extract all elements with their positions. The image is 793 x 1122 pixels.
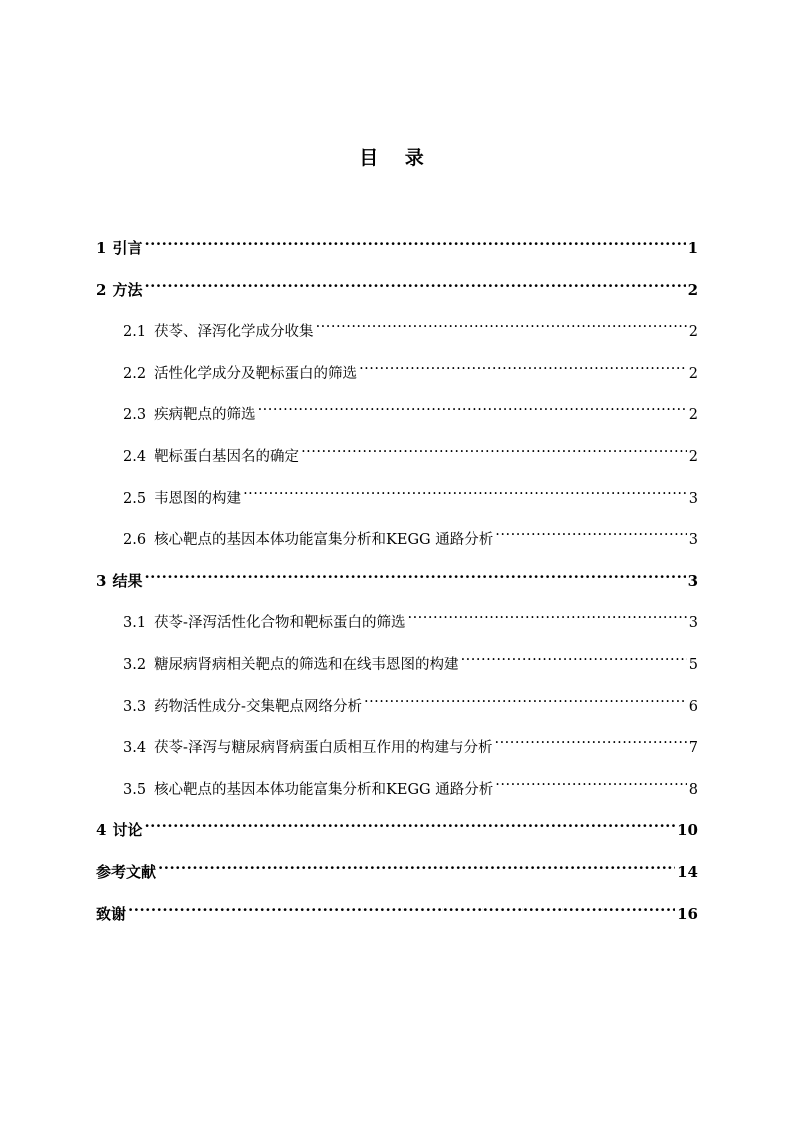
toc-entry-page: 7 [688,740,698,757]
toc-entry-page: 16 [677,904,698,923]
toc-entry-3-5[interactable] [96,769,698,798]
toc-entry-text: 靶标蛋白基因名的确定 [154,448,300,465]
toc-entry-text: 韦恩图的构建 [154,490,242,507]
toc-dot-leader [144,228,685,253]
toc-entry-text: 参考文献 [96,862,157,881]
toc-dot-leader [144,270,685,295]
toc-entry-page: 10 [677,821,698,840]
toc-dot-leader [128,894,675,919]
toc-entry-3-2[interactable] [96,644,698,673]
toc-entry-text: 方法 [112,280,143,299]
toc-entry-2-4[interactable] [96,436,698,465]
toc-entry-2-2[interactable] [96,353,698,382]
toc-entry-text: 结果 [112,571,143,590]
toc-entry-text: 核心靶点的基因本体功能富集分析和KEGG 通路分析 [154,781,494,798]
toc-entry-results[interactable] [96,561,698,590]
toc-entry-text: 引言 [112,239,143,257]
toc-entry-text: 茯苓-泽泻活性化合物和靶标蛋白的筛选 [154,615,406,632]
toc-entry-page: 6 [688,698,698,715]
toc-entry-3-3[interactable] [96,686,698,715]
toc-entry-number: 2.4 [123,448,147,465]
toc-entry-text: 茯苓-泽泻与糖尿病肾病蛋白质相互作用的构建与分析 [154,740,493,757]
toc-entry-methods[interactable] [96,270,698,299]
toc-entry-3-4[interactable] [96,727,698,757]
toc-entry-intro[interactable] [96,228,698,257]
toc-entry-number: 3.1 [123,615,147,632]
toc-entry-number: 2.6 [123,532,147,549]
toc-entry-number: 3.3 [123,698,147,715]
toc-entry-text: 致谢 [96,904,127,923]
toc-entry-references[interactable] [96,852,698,881]
toc-dot-leader [407,602,686,627]
toc-entry-page: 3 [687,571,698,590]
toc-dot-leader [494,727,686,752]
toc-dot-leader [316,311,687,336]
toc-entry-text: 核心靶点的基因本体功能富集分析和KEGG 通路分析 [154,532,494,549]
toc-entry-discussion[interactable] [96,810,698,840]
toc-entry-text: 活性化学成分及靶标蛋白的筛选 [154,365,358,382]
toc-entry-number: 3.5 [123,781,147,798]
toc-entry-number: 4 [96,821,107,840]
toc-dot-leader [158,852,675,877]
toc-entry-page: 2 [688,407,698,424]
toc-entry-number: 1 [96,239,107,257]
toc-entry-text: 糖尿病肾病相关靶点的筛选和在线韦恩图的构建 [154,656,459,673]
toc-entry-page: 2 [688,448,698,465]
toc-dot-leader [495,519,687,544]
toc-entry-page: 3 [688,615,698,632]
toc-dot-leader [144,810,675,835]
toc-entry-2-1[interactable] [96,311,698,341]
toc-dot-leader [301,436,687,461]
toc-entry-page: 3 [688,532,698,549]
toc-entry-page: 2 [687,280,698,299]
toc-entry-acknowledgements[interactable] [96,894,698,923]
toc-entry-page: 8 [688,781,698,798]
toc-entry-number: 2.1 [123,324,147,341]
toc-dot-leader [495,769,687,794]
toc-entry-text: 讨论 [112,821,143,840]
toc-entry-number: 3 [96,571,107,590]
toc-entry-text: 茯苓、泽泻化学成分收集 [154,324,314,341]
toc-entry-number: 2 [96,280,107,299]
toc-dot-leader [364,686,687,711]
toc-entry-2-3[interactable] [96,394,698,424]
toc-entry-page: 14 [677,862,698,881]
toc-entry-2-5[interactable] [96,478,698,507]
toc-entry-text: 药物活性成分-交集靶点网络分析 [154,698,362,715]
toc-entry-page: 2 [688,324,698,341]
toc-dot-leader [461,644,687,669]
toc-dot-leader [243,478,687,503]
toc-entry-number: 3.2 [123,656,147,673]
toc-dot-leader [359,353,687,378]
toc-list [96,228,698,935]
toc-entry-number: 3.4 [123,740,147,757]
toc-entry-page: 5 [688,656,698,673]
toc-entry-page: 3 [688,490,698,507]
toc-dot-leader [258,394,687,419]
toc-entry-page: 2 [688,365,698,382]
toc-dot-leader [144,561,685,586]
toc-entry-3-1[interactable] [96,602,698,632]
toc-entry-number: 2.5 [123,490,147,507]
toc-entry-number: 2.3 [123,407,147,424]
toc-entry-page: 1 [687,239,698,257]
toc-title: 目 录 [359,147,434,169]
toc-entry-text: 疾病靶点的筛选 [154,407,256,424]
toc-entry-2-6[interactable] [96,519,698,549]
toc-entry-number: 2.2 [123,365,147,382]
